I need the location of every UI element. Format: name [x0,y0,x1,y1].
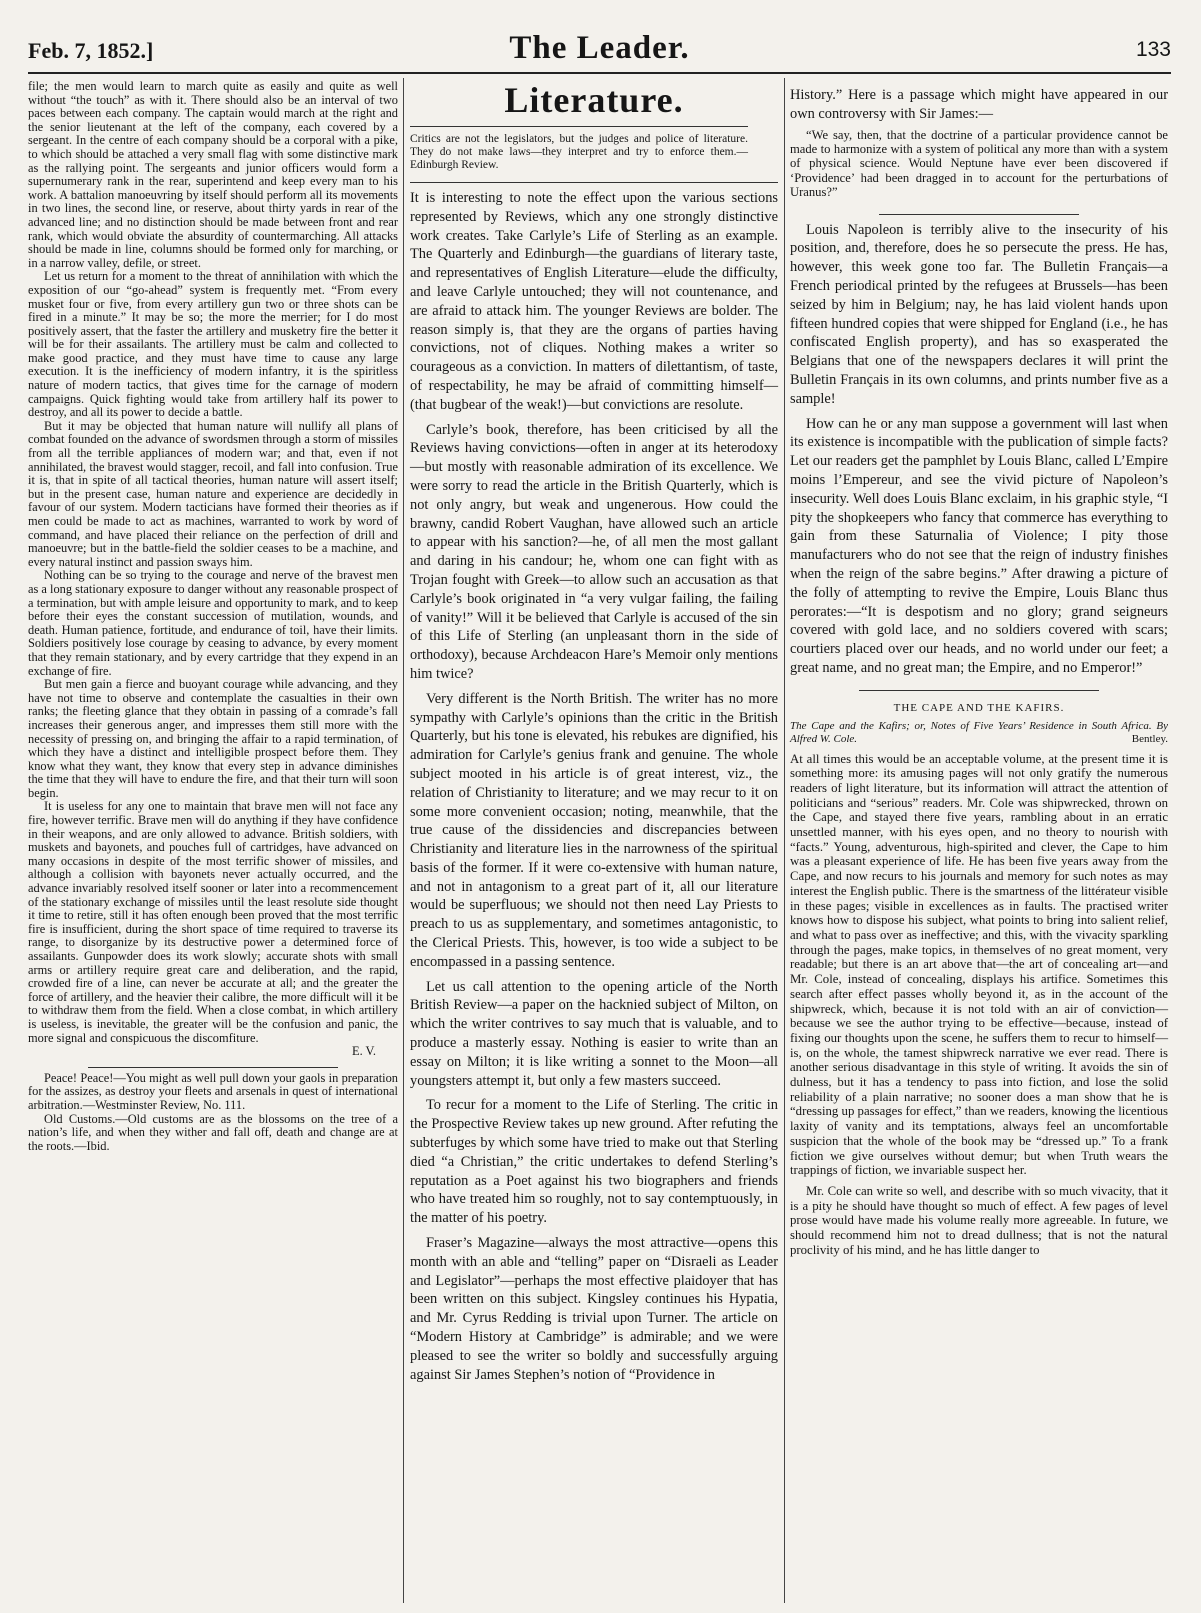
quote-note: Peace! Peace!—You might as well pull down your gaols in preparation for the assizes, as destroy your fleets and arsenals in quest of international arbitration.—Westminster Review, No. 111. [28,1070,398,1112]
section-motto: Critics are not the legislators, but the judges and police of literature. They do not make laws—they interpret and try to enforce them.—Edinburgh Review. [410,126,748,172]
header-rule [28,72,1171,74]
author-signature: E. V. [352,1044,376,1059]
article-paragraph: Let us return for a moment to the threat of annihilation with which the exposition of our “go-ahead” system is frequently met. “From every musket four or five, from every artillery gun two or three shots can be fired in a minute.” It may be so; the more the merrier; for I do most positively assert, that the faster the artillery and musketry fire the better it will be for their assailants. The artillery must be calm and collected to make good practice, and they must have time to cause any large execution. It is the inefficiency of modern infantry, it is the spiritless nature of modern tactics, that gives time for the carnage of modern campaigns. Quick fighting would take from artillery half its power to destroy, and all its power to decide a battle. [28,269,398,420]
divider [410,182,778,183]
review-publisher: Bentley. [1131,732,1168,745]
section-title: Literature. [504,80,684,120]
review-title: THE CAPE AND THE KAFIRS. [893,701,1065,714]
divider [88,1067,338,1068]
article-paragraph: How can he or any man suppose a government will last when its existence is incompatible with the publication of simple facts? Let our readers get the pamphlet by Louis Blanc, called L’Empire moins l’Empereur, and see the vivid picture of Napoleon’s insecurity. Well does Louis Blanc exclaim, in his graphic style, “I pity the shopkeepers who fancy that commerce has everything to gain from these Saturnalia of Violence; I pity those manufacturers who do not see that the reign of industry finishes when the reign of the sabre begins.” After drawing a picture of the folly of attempting to revive the Empire, Louis Blanc thus perorates:—“It is despotism and no glory; grand seigneurs covered with gold lace, and no soldiers covered with scars; courtiers placed over our heads, and no world under our feet; a great name, and no great man; the Empire, and no Emperor!” [790,415,1168,676]
quote-note: Old Customs.—Old customs are as the blossoms on the tree of a nation’s life, and when they wither and fall off, death and change are at the roots.—Ibid. [28,1111,398,1153]
article-paragraph: file; the men would learn to march quite as easily and quite as well without “the touch” as with it. There should also be an interval of two paces between each company. The captain would march at the right and the senior lieutenant at the left of the company, each covered by a sergeant. In the centre of each company should be a corporal with a pike, to which should be attached a very small flag with some distinctive mark as the rallying point. The sergeants and junior officers would form a supernumerary rank in the rear, superintend and keep every man to his work. A battalion manoeuvring by itself should perform all its movements in two lines, the second line, or reserve, about thirty yards in rear of the advanced line; and no distinction should be made between front and rear rank, which would obviate the absurdity of countermarching. All attacks should be made in line, columns should be formed only for marching, or in a narrow valley, defile, or street. [28,79,398,270]
page-number: 133 [1135,38,1171,61]
article-paragraph: Let us call attention to the opening article of the North British Review—a paper on the hacknied subject of Milton, on which the writer contrives to say much that is valuable, and to produce a masterly essay. Nothing is easier to write than an essay on Milton; it is like writing a sonnet to the Moon—all youngsters attempt it, but only a few masters succeed. [410,978,778,1089]
divider [859,690,1099,691]
article-paragraph: It is interesting to note the effect upon the various sections represented by Reviews, which any one strongly distinctive work creates. Take Carlyle’s Life of Sterling as an example. The Quarterly and Edinburgh—the guardians of literary taste, and representatives of English Literature—elude the difficulty, and leave Carlyle untouched; they will not countenance, and are afraid to attack him. The younger Reviews are bolder. The reason simply is, that they are the organs of parties having convictions, not of cliques. Nothing makes a writer so courageous as a conviction. In matters of dilettantism, of taste, of respectability, he may be afraid of committing himself—(that bugbear of the weak!)—but convictions are resolute. [410,190,778,413]
masthead-title: The Leader. [509,30,690,66]
article-paragraph: To recur for a moment to the Life of Sterling. The critic in the Prospective Review takes up new ground. After refuting the subterfuges by which some have tried to make out that Sterling died “a Christian,” the critic undertakes to defend Sterling’s reputation as a Poet against his two biographers and friends who have treated him so roughly, not to say contemptuously, in the matter of his poetry. [410,1097,778,1227]
column-1 [28,80,398,1153]
page-header [28,30,1171,70]
column-divider [784,78,785,1603]
article-paragraph: But it may be objected that human nature will nullify all plans of combat founded on the advance of swordsmen through a storm of missiles from all the terrible appliances of modern war; and that, even if not annihilated, the bravest would stagger, recoil, and fall into confusion. True it is, that in spite of all tactical theories, human nature will assert itself; but in the present case, human nature and experience are decidedly in favour of our system. Modern tacticians have formed their theories as if men could be made to act as machines, warranted to work by word of command, and have placed their reliance on the perfection of drill and manoeuvre; but in the battle-field the soldier ceases to be a machine, and every natural instinct and passion sways him. [28,418,398,569]
divider [879,214,1079,215]
review-book-citation: The Cape and the Kafirs; or, Notes of Five Years’ Residence in South Africa. By Alfred W. Cole. [790,719,1168,745]
column-2 [410,80,778,1384]
block-quote: “We say, then, that the doctrine of a particular providence cannot be made to harmonize with a system of political any more than with a system of physical science. Would Neptune have ever been discovered if ‘Providence’ had been dragged in to account for the perturbations of Uranus?” [790,127,1168,200]
issue-date: Feb. 7, 1852.] [28,38,154,63]
article-paragraph: Nothing can be so trying to the courage and nerve of the bravest men as a long stationary exposure to danger without any reasonable prospect of a termination, but with ample leisure and opportunity to mark, and to keep before their eyes the constant succession of mutilation, wounds, and death. Human patience, fortitude, and endurance of toil, have their limits. Soldiers positively lose courage by ceasing to advance, by every moment that they remain stationary, and by every cartridge that they expend in an exchange of fire. [28,568,398,678]
review-paragraph: At all times this would be an acceptable volume, at the present time it is something more: its amusing pages will not only gratify the numerous readers of light literature, but its information will attract the attention of politicians and “serious” readers. Mr. Cole was shipwrecked, thrown on the Cape, and stayed there five years, rambling about in an erratic unsettled manner, with his eyes open, and no theory to nourish with “facts.” Young, adventurous, high-spirited and clever, the Cape to him was a pleasant experience of life. He has been five years away from the Cape, and now recurs to his journals and memory for such notes as may interest the English public. There is the smartness of the littérateur visible in these pages; visible in excellences as in faults. The practised writer knows how to dispose his subject, what points to bring into salient relief, and what to pass over as ineffective; and this, with the vivacity sparkling through the pages, make topics, in themselves of no great moment, very readable; but there is an art above that—the art of concealing art—and Mr. Cole, instead of concealing, displays his artifice. Sometimes this search after effect passes wholly beyond it, as in the account of the shipwreck, which, because it is not told with an air of conviction—because we see the author trying to be effective—because, instead of fixing our thoughts upon the scene, he suffers them to recur to himself—is, on the whole, the tamest shipwreck narrative we ever read. There is another serious disadvantage in this style of writing. It avoids the sin of dulness, but it has a tendency to pass into fiction, and lose the solid reliability of a plain narrative; no sooner does a man show that he is “dressing up passages for effect,” than we readers, knowing the licentious laxity of vanity and its temptations, always feel an uncomfortable suspicion that the whole of the book may be “dressed up.” To a frank fiction we give ourselves without demur; but when Truth wears the trappings of fiction, we invariable suspect her. [790,751,1168,1178]
review-reference [790,720,1168,746]
article-paragraph: Carlyle’s book, therefore, has been criticised by all the Reviews having convictions—often in anger at its heterodoxy—but mostly with reasonable admiration of its excellence. We were sorry to read the article in the British Quarterly, which is not only angry, but weak and ungenerous. How could the brawny, candid Robert Vaughan, have allowed such an article to appear with his sanction?—he, of all men the most gallant and daring in his candour; he, whom one can fight with as Trojan fought with Greek—to allow such an accusation as that Carlyle’s book originated in “a very vulgar failing, the failing of vanity!” Will it be believed that Carlyle is accused of the sin of this Life of Sterling (an unpleasant thorn in the side of orthodoxy), because Archdeacon Hare’s Memoir only mentions him twice? [410,421,778,682]
article-paragraph: But men gain a fierce and buoyant courage while advancing, and they have not time to observe and contemplate the casualties in their own ranks; the fleeting glance that they obtain in passing of a comrade’s fall increases their generous anger, and impresses them still more with the necessity of pressing on, and bringing the affair to a rapid termination, of which they have a distinct and intelligible prospect before them. They know what they want, they know that every step in advance diminishes the time that they will have to endure the fire, and that their turn will soon begin. [28,677,398,800]
article-paragraph: History.” Here is a passage which might have appeared in our own controversy with Sir James:— [790,87,1168,122]
article-paragraph: Louis Napoleon is terribly alive to the insecurity of his position, and, therefore, does he so persecute the press. He has, however, this week gone too far. The Bulletin Français—a French periodical printed by the refugees at Brussels—has been seized by him in Belgium; nay, he has laid violent hands upon fifteen hundred copies that were shipped for England (i.e., he has confiscated English property), and has so exasperated the Belgians that one of the newspapers declares it will print the Bulletin Français in its own columns, and prints number five as a sample! [790,221,1168,407]
column-3 [790,80,1168,1257]
article-paragraph: Fraser’s Magazine—always the most attractive—opens this month with an able and “telling” paper on “Disraeli as Leader and Legislator”—perhaps the most effective plaidoyer that has been written on this subject. Kingsley continues his Hypatia, and Mr. Cyrus Redding is trivial upon Turner. The article on “Modern History at Cambridge” is admirable; and we were pleased to see the writer so boldly and successfully arguing against Sir James Stephen’s notion of “Providence in [410,1235,778,1383]
review-paragraph: Mr. Cole can write so well, and describe with so much vivacity, that it is a pity he should have thought so much of effect. A few pages of level prose would have made his volume really more agreeable. In future, we should recommend him not to dread dullness; that is not the natural proclivity of his mind, and he has little danger to [790,1183,1168,1257]
article-paragraph: It is useless for any one to maintain that brave men will not face any fire, however terrific. Brave men will do anything if they have confidence in their weapons, and are only allowed to advance. British soldiers, with muskets and bayonets, and pouches full of cartridges, have advanced on many occasions in despite of the most terrific shower of missiles, and although a collision with bayonets never actually occurred, and the advance invariably resolved itself sooner or later into a recommencement of the stationary exchange of missiles until the least resolute side thought it time to retire, still it has often enough been proved that the most terrific fire is insufficient, during the short space of time required to traverse its range, to disorganize by its destructive power a determined force of assailants. Gunpowder does its work slowly; accurate shots with small arms or artillery require great care and deliberation, and the rapid, crowded fire of a line, can never be accurate at all; and the greater the force of artillery, and the heavier their calibre, the more difficult will it be to withdraw them from the field. When a close combat, in which artillery is useless, is inevitable, the greater will be the confusion and panic, the more signal and conspicuous the discomfiture. [28,799,398,1045]
article-paragraph: Very different is the North British. The writer has no more sympathy with Carlyle’s opinions than the critic in the British Quarterly, but his tone is elevated, his rebukes are dignified, his admiration for Carlyle’s genius frank and genuine. The whole subject mooted in his article is of great interest, viz., the relation of Christianity to literature; and we may recur to it on some more convenient occasion; noting, meanwhile, that the true cause of the dissidencies and discrepancies between Christianity and literature lies in the narrowness of the spiritual basis of the former. If it were co-extensive with human nature, and not in antagonism to a great part of it, all our literature would be superfluous; we should not then need Lay Priests to preach to us as supplementary, and sometimes antagonistic, to the Clerical Priests. This, however, is too wide a subject to be encompassed in a passing sentence. [410,690,778,970]
column-divider [403,78,404,1603]
